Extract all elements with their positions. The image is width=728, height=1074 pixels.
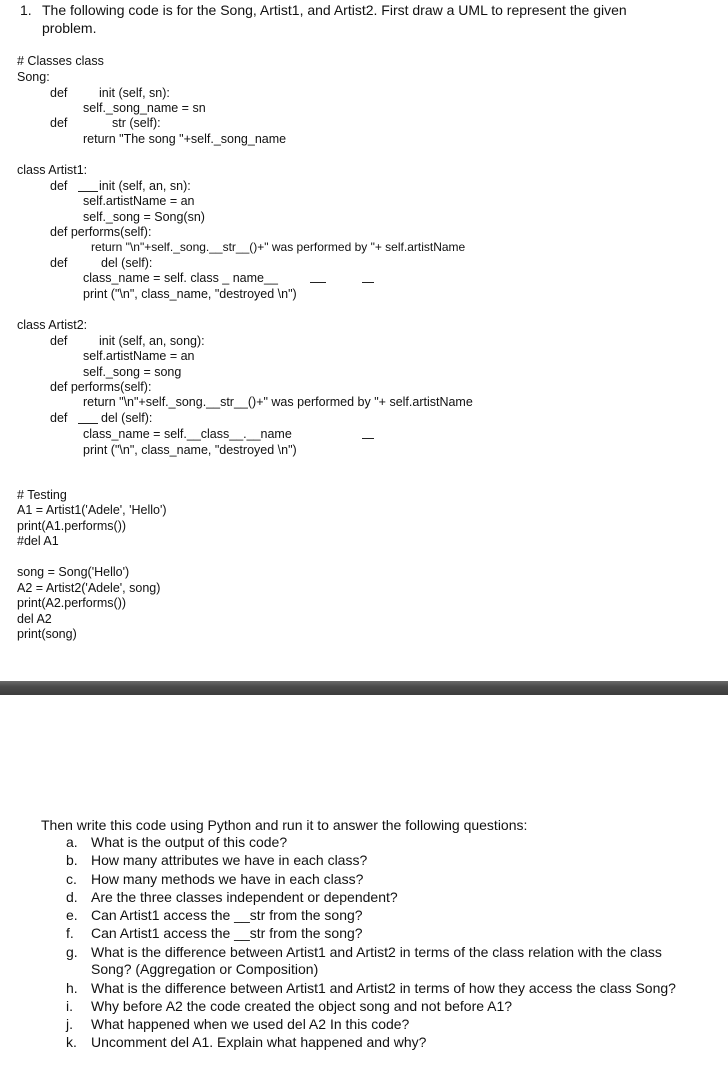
question-letter: b. <box>66 852 78 869</box>
question-item <box>66 925 706 943</box>
code-line: print ("\n", class_name, "destroyed \n") <box>83 443 297 457</box>
code-line: return "\n"+self._song.__str__()+" was performed by "+ self.artistName <box>83 395 473 409</box>
code-line: del A2 <box>17 612 52 626</box>
code-line: class_name = self. class _ name__ <box>83 271 278 285</box>
code-line: class Artist2: <box>17 318 88 332</box>
code-line: # Classes class <box>17 54 104 68</box>
question-item <box>66 889 706 907</box>
problem-statement-line2: problem. <box>42 20 97 36</box>
question-text: What happened when we used del A2 In this code? <box>91 1016 410 1033</box>
question-text: Can Artist1 access the __str from the song? <box>91 907 363 924</box>
question-letter: j. <box>66 1016 73 1033</box>
code-line: self._song = song <box>83 365 182 379</box>
code-line: def <box>50 411 68 425</box>
problem-statement-line1: The following code is for the Song, Artist1, and Artist2. First draw a UML to represent the given <box>42 2 627 18</box>
code-line: del (self): <box>101 256 153 270</box>
questions-list <box>66 834 706 1053</box>
code-line: del (self): <box>101 411 153 425</box>
code-line: return "\n"+self._song.__str__()+" was performed by "+ self.artistName <box>91 240 466 254</box>
question-letter: c. <box>66 870 77 887</box>
code-line: self.artistName = an <box>83 349 195 363</box>
code-line: def performs(self): <box>50 380 152 394</box>
code-line: self._song = Song(sn) <box>83 210 205 224</box>
question-text: How many methods we have in each class? <box>91 870 364 887</box>
code-line: def <box>50 256 68 270</box>
code-line: self.artistName = an <box>83 194 195 208</box>
question-text: Are the three classes independent or dependent? <box>91 888 398 905</box>
question-letter: k. <box>66 1034 77 1051</box>
code-line: # Testing <box>17 488 67 502</box>
question-letter: i. <box>66 997 73 1014</box>
question-item <box>66 1034 706 1052</box>
code-line: A1 = Artist1('Adele', 'Hello') <box>17 503 167 517</box>
underscore-marks <box>310 271 326 287</box>
code-line: A2 = Artist2('Adele', song) <box>17 581 161 595</box>
code-line: init (self, an, sn): <box>99 179 191 193</box>
question-letter: h. <box>66 979 78 996</box>
question-item <box>66 871 706 889</box>
question-text: Why before A2 the code created the object song and not before A1? <box>91 997 513 1014</box>
code-line: def <box>50 334 68 348</box>
code-line: class_name = self.__class__.__name <box>83 427 292 441</box>
code-line: def <box>50 116 68 130</box>
code-line: print ("\n", class_name, "destroyed \n") <box>83 287 297 301</box>
question-text: Uncomment del A1. Explain what happened and why? <box>91 1034 427 1051</box>
code-line: #del A1 <box>17 534 59 548</box>
code-line: return "The song "+self._song_name <box>83 132 287 146</box>
problem-number: 1. <box>20 2 32 18</box>
question-item <box>66 907 706 925</box>
code-line: str (self): <box>112 116 161 130</box>
question-letter: d. <box>66 888 78 905</box>
code-line: self._song_name = sn <box>83 101 206 115</box>
code-line: def <box>50 179 68 193</box>
underscore-blank <box>78 411 98 424</box>
question-letter: g. <box>66 943 78 960</box>
underscore-marks <box>362 271 374 287</box>
code-line: def performs(self): <box>50 225 152 239</box>
question-text: What is the difference between Artist1 and Artist2 in terms of how they access the class Song? <box>91 979 676 996</box>
question-text: What is the output of this code? <box>91 834 288 850</box>
question-text: Can Artist1 access the __str from the song? <box>91 925 363 942</box>
question-item <box>66 1016 706 1034</box>
code-line: print(A1.performs()) <box>17 519 127 533</box>
code-line: print(A2.performs()) <box>17 596 127 610</box>
code-line: print(song) <box>17 627 77 641</box>
question-item <box>66 852 706 870</box>
questions-intro: Then write this code using Python and run it to answer the following questions: <box>41 817 528 833</box>
question-letter: f. <box>66 925 74 942</box>
code-line: init (self, an, song): <box>99 334 205 348</box>
code-line: init (self, sn): <box>99 86 170 100</box>
question-item <box>66 834 706 852</box>
question-letter: a. <box>66 834 78 850</box>
question-text: What is the difference between Artist1 and Artist2 in terms of the class relation with the class Song? (Aggregation or Composition) <box>91 943 662 978</box>
page-divider <box>0 681 728 695</box>
question-item <box>66 998 706 1016</box>
question-text: How many attributes we have in each class? <box>91 852 368 869</box>
underscore-blank <box>78 179 98 192</box>
question-item <box>66 980 706 998</box>
code-line: Song: <box>17 70 50 84</box>
code-line: def <box>50 86 68 100</box>
question-item <box>66 944 706 979</box>
code-line: class Artist1: <box>17 163 88 177</box>
question-letter: e. <box>66 907 78 924</box>
underscore-marks <box>362 427 374 443</box>
code-line: song = Song('Hello') <box>17 565 130 579</box>
